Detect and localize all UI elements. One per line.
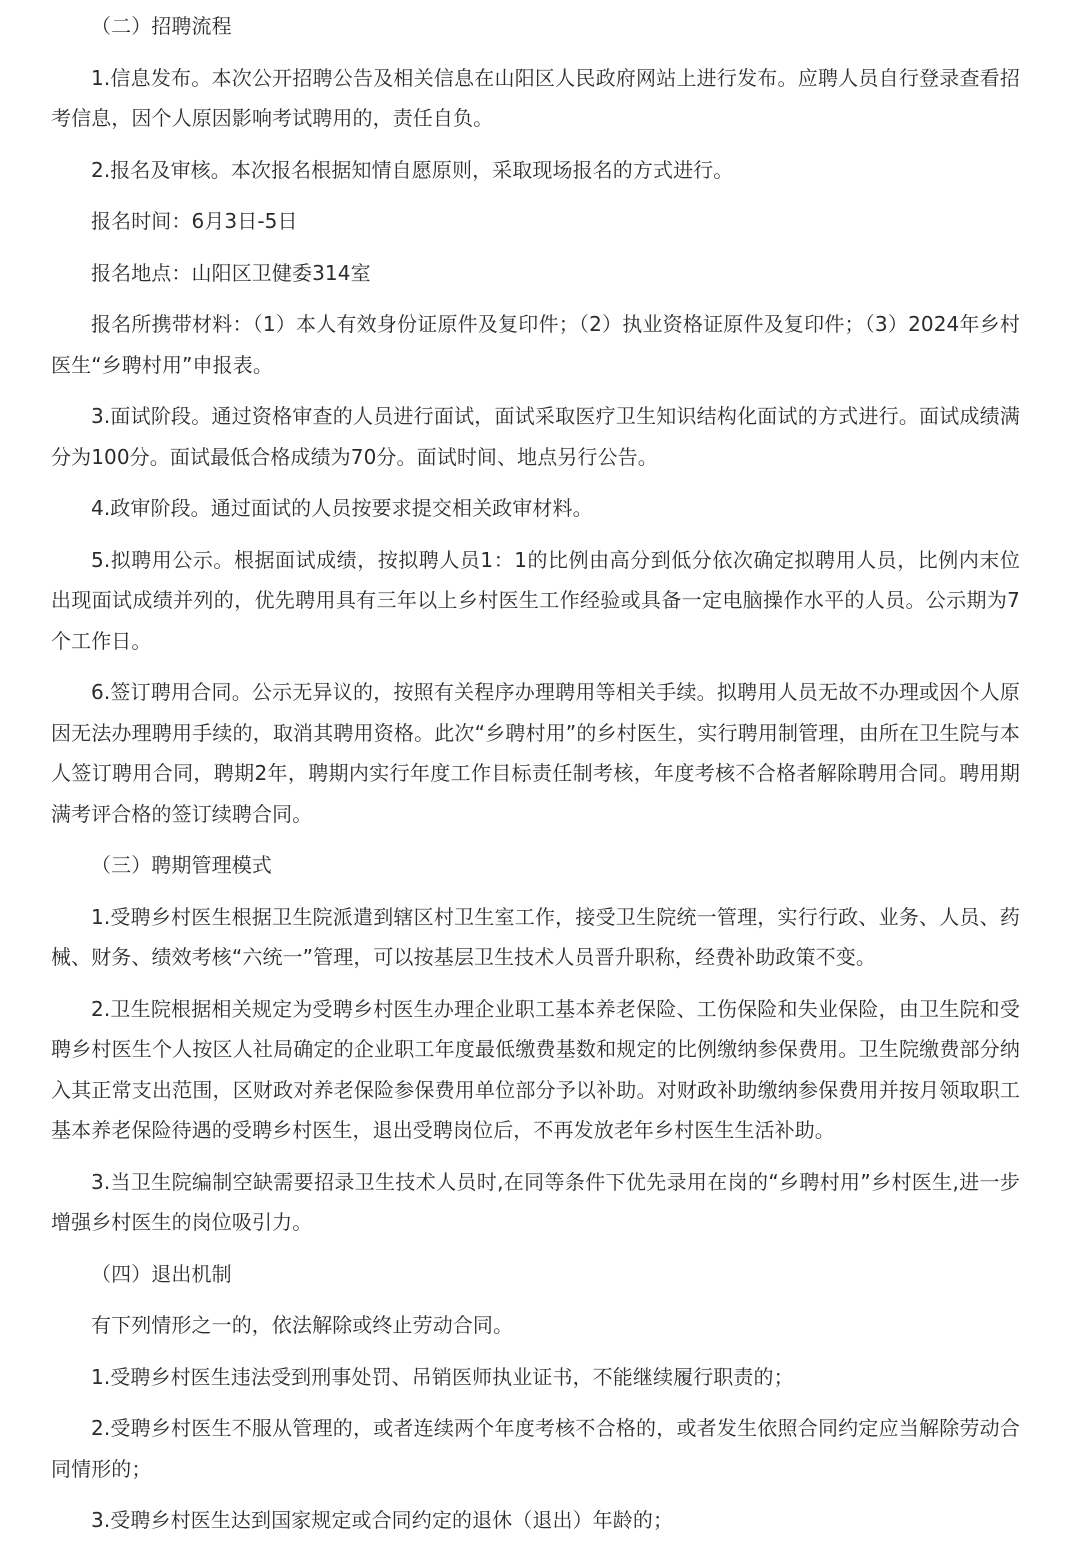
paragraph-exit-3: 3.受聘乡村医生达到国家规定或合同约定的退休（退出）年龄的； (91, 1508, 674, 1532)
registration-materials: 报名所携带材料：（1）本人有效身份证原件及复印件；（2）执业资格证原件及复印件；（3）2024年乡村医生“乡聘村用”申报表。 (51, 312, 1020, 377)
paragraph-registration: 2.报名及审核。本次报名根据知情自愿原则，采取现场报名的方式进行。 (91, 157, 734, 182)
paragraph-political-review: 4.政审阶段。通过面试的人员按要求提交相关政审材料。 (91, 496, 593, 520)
paragraph-exit-intro: 有下列情形之一的，依法解除或终止劳动合同。 (91, 1313, 514, 1337)
paragraph-contract: 6.签订聘用合同。公示无异议的，按照有关程序办理聘用等相关手续。拟聘用人员无故不办理或因个人原因无法办理聘用手续的，取消其聘用资格。此次“乡聘村用”的乡村医生，实行聘用制管理，由所在卫生院与本人签订聘用合同，聘期2年，聘期内实行年度工作目标责任制考核，年度考核不合格者解除聘用合同。聘用期满考评合格的签订续聘合同。 (51, 680, 1020, 826)
paragraph-exit-1: 1.受聘乡村医生违法受到刑事处罚、吊销医师执业证书，不能继续履行职责的； (91, 1364, 794, 1389)
paragraph-publicity: 5.拟聘用公示。根据面试成绩，按拟聘人员1：1的比例由高分到低分依次确定拟聘用人员，比例内末位出现面试成绩并列的，优先聘用具有三年以上乡村医生工作经验或具备一定电脑操作水平的人员。公示期为7个工作日。 (51, 547, 1020, 653)
section-heading-management-mode: （三）聘期管理模式 (91, 853, 272, 877)
section-heading-exit-mechanism: （四）退出机制 (91, 1261, 232, 1286)
registration-time: 报名时间：6月3日-5日 (91, 209, 298, 233)
section-heading-recruitment-process: （二）招聘流程 (91, 14, 232, 38)
paragraph-info-release: 1.信息发布。本次公开招聘公告及相关信息在山阳区人民政府网站上进行发布。应聘人员自行登录查看招考信息，因个人原因影响考试聘用的，责任自负。 (51, 65, 1020, 130)
registration-place: 报名地点：山阳区卫健委314室 (91, 260, 371, 285)
paragraph-interview: 3.面试阶段。通过资格审查的人员进行面试，面试采取医疗卫生知识结构化面试的方式进行。面试成绩满分为100分。面试最低合格成绩为70分。面试时间、地点另行公告。 (51, 404, 1020, 469)
paragraph-exit-2: 2.受聘乡村医生不服从管理的，或者连续两个年度考核不合格的，或者发生依照合同约定应当解除劳动合同情形的； (51, 1416, 1020, 1481)
paragraph-dispatch: 1.受聘乡村医生根据卫生院派遣到辖区村卫生室工作，接受卫生院统一管理，实行行政、业务、人员、药械、财务、绩效考核“六统一”管理，可以按基层卫生技术人员晋升职称，经费补助政策不变。 (51, 904, 1020, 969)
paragraph-priority-hiring: 3.当卫生院编制空缺需要招录卫生技术人员时,在同等条件下优先录用在岗的“乡聘村用”乡村医生,进一步增强乡村医生的岗位吸引力。 (51, 1169, 1020, 1234)
paragraph-insurance: 2.卫生院根据相关规定为受聘乡村医生办理企业职工基本养老保险、工伤保险和失业保险，由卫生院和受聘乡村医生个人按区人社局确定的企业职工年度最低缴费基数和规定的比例缴纳参保费用。卫生院缴费部分纳入其正常支出范围，区财政对养老保险参保费用单位部分予以补助。对财政补助缴纳参保费用并按月领取职工基本养老保险待遇的受聘乡村医生，退出受聘岗位后，不再发放老年乡村医生生活补助。 (51, 996, 1020, 1142)
